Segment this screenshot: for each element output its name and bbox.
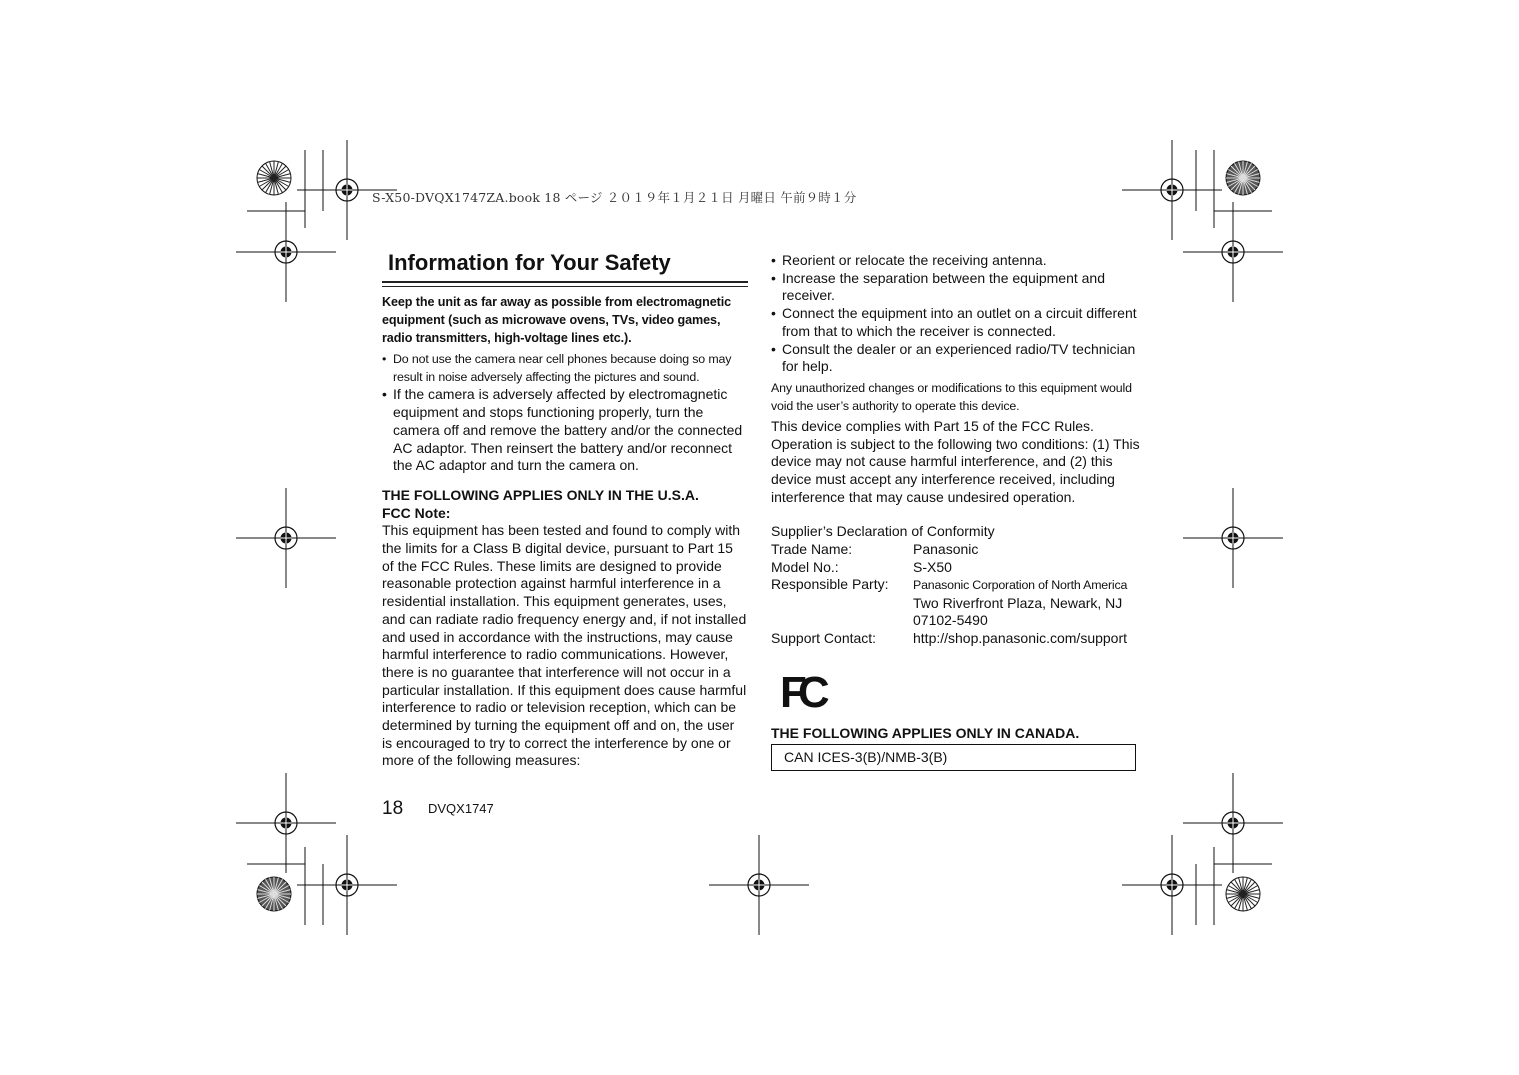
bullet-text: Increase the separation between the equipment and receiver. <box>782 269 1106 304</box>
right-column <box>771 252 1141 647</box>
unauthorized-changes-notice: Any unauthorized changes or modifications to this equipment would void the user’s authority to operate this device. <box>771 380 1132 413</box>
fcc-note-body: This equipment has been tested and found to comply with the limits for a Class B digital device, pursuant to Part 15 of the FCC Rules. These limits are designed to provide reasonable protection against harmful interference in a residential installation. This equipment generates, uses, and can radiate radio frequency energy and, if not installed and used in accordance with the instructions, may cause harmful interference to radio communications. However, there is no guarantee that interference will not occur in a particular installation. If this equipment does cause harmful interference to radio or television reception, which can be determined by turning the equipment off and on, the user is encouraged to try to correct the interference by one or more of the following measures: <box>382 522 747 769</box>
bullet-dot: • <box>771 252 776 268</box>
sdoc-heading: Supplier’s Declaration of Conformity <box>771 523 995 540</box>
responsible-party-row <box>771 576 1141 630</box>
trade-name-label: Trade Name: <box>771 541 853 558</box>
bullet-text: If the camera is adversely affected by electromagnetic equipment and stops functioning properly, turn the camera off and remove the battery and/or the connected AC adaptor. Then reinsert the battery and/or reconnect the AC adaptor and turn the camera on. <box>393 386 743 474</box>
measure-separation <box>771 270 1141 305</box>
measure-outlet <box>771 305 1141 340</box>
fcc-logo-text: FC <box>780 670 821 712</box>
page-title: Information for Your Safety <box>388 250 671 275</box>
canada-heading: THE FOLLOWING APPLIES ONLY IN CANADA. <box>771 725 1080 741</box>
bullet-cell-phones <box>382 350 748 386</box>
trade-name-value: Panasonic <box>913 541 979 558</box>
model-row <box>771 559 1141 577</box>
responsible-party-address: Two Riverfront Plaza, Newark, NJ 07102-5490 <box>913 594 1123 629</box>
support-contact-label: Support Contact: <box>771 629 877 646</box>
bullet-dot: • <box>771 305 776 322</box>
trade-name-row <box>771 541 1141 559</box>
canada-ices-box: CAN ICES-3(B)/NMB-3(B) <box>771 744 1136 771</box>
bullet-dot: • <box>382 386 387 403</box>
bullet-text: Consult the dealer or an experienced radio/TV technician for help. <box>782 340 1136 375</box>
fcc-compliance-statement: This device complies with Part 15 of the FCC Rules. Operation is subject to the following two conditions: (1) This device may not cause harmful interference, and (2) this device must accept any interference received, including interference that may cause undesired operation. <box>771 417 1140 505</box>
intro-warning: Keep the unit as far away as possible from electromagnetic equipment (such as microwave ovens, TVs, video games, radio transmitters, high-voltage lines etc.). <box>382 295 732 345</box>
bullet-text: Reorient or relocate the receiving antenna. <box>782 252 1047 268</box>
measure-reorient <box>771 252 1141 270</box>
page-number: 18 <box>382 798 404 819</box>
document-code: DVQX1747 <box>428 801 494 816</box>
bullet-dot: • <box>771 269 776 286</box>
support-contact-row <box>771 630 1141 648</box>
bullet-electromagnetic <box>382 386 748 475</box>
bullet-dot: • <box>382 352 387 367</box>
book-header-line: S-X50-DVQX1747ZA.book 18 ページ ２０１９年１月２１日 月曜日 午前９時１分 <box>372 190 857 205</box>
left-column <box>382 294 748 770</box>
responsible-party-label: Responsible Party: <box>771 576 889 593</box>
responsible-party-company: Panasonic Corporation of North America <box>913 578 1128 593</box>
model-label: Model No.: <box>771 558 839 575</box>
fcc-logo <box>780 670 836 712</box>
support-contact-value: http://shop.panasonic.com/support <box>913 629 1128 646</box>
title-underline <box>382 281 748 287</box>
bullet-text: Do not use the camera near cell phones because doing so may result in noise adversely affecting the pictures and sound. <box>393 352 732 385</box>
fcc-note-heading: FCC Note: <box>382 504 451 521</box>
bullet-dot: • <box>771 340 776 357</box>
measure-dealer <box>771 341 1141 376</box>
usa-heading: THE FOLLOWING APPLIES ONLY IN THE U.S.A. <box>382 486 699 503</box>
responsible-party-value <box>913 576 1141 630</box>
model-value: S-X50 <box>913 558 952 575</box>
bullet-text: Connect the equipment into an outlet on a circuit different from that to which the receiver is connected. <box>782 305 1137 339</box>
